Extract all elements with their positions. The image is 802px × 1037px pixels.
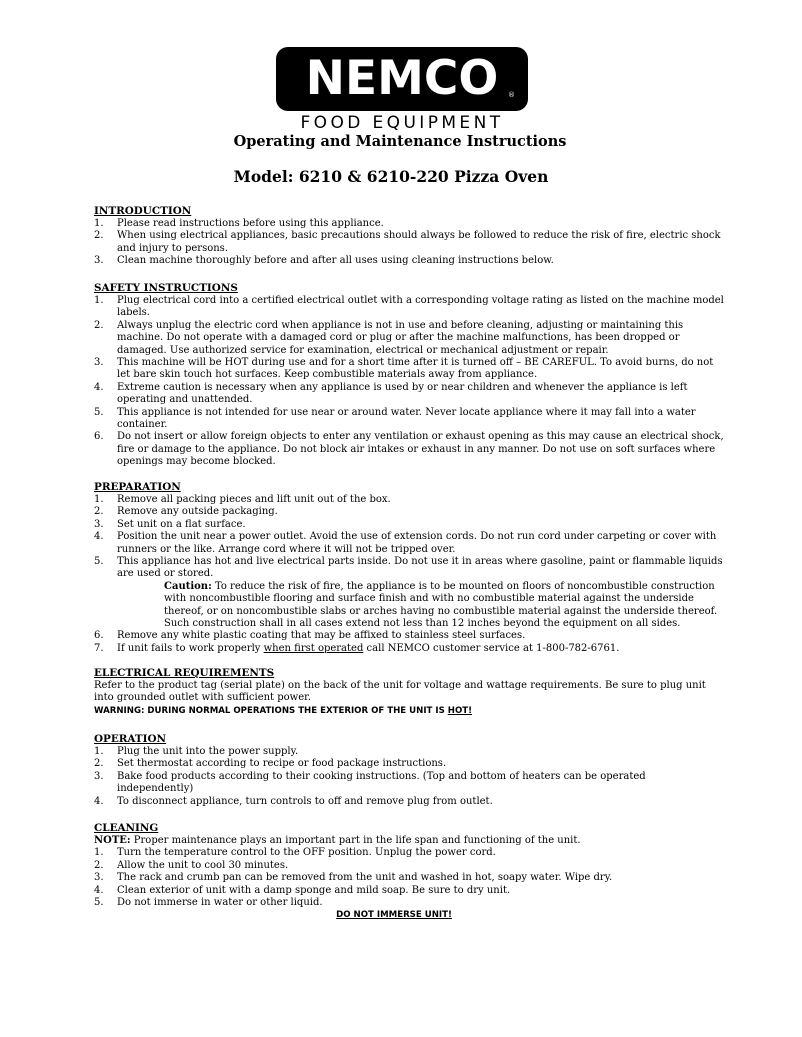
document-title: Operating and Maintenance Instructions: [233, 133, 567, 150]
list-item: [94, 519, 724, 531]
item-number: 5.: [94, 556, 104, 568]
hot-text: HOT!: [447, 705, 473, 716]
item-number: 4.: [94, 884, 104, 896]
item-number: 6.: [94, 630, 104, 642]
item-text: If unit fails to work properly: [117, 642, 264, 654]
cleaning-section: [94, 822, 724, 922]
list-item: [94, 643, 724, 655]
item-text: Remove all packing pieces and lift unit out of the box.: [117, 494, 391, 505]
list-item: [94, 407, 724, 432]
cleaning-list: [94, 847, 724, 909]
item-number: 2.: [94, 859, 104, 871]
list-item: [94, 556, 724, 630]
registered-mark: ®: [508, 91, 515, 99]
logo-tagline: FOOD EQUIPMENT: [300, 113, 504, 133]
list-item: [94, 872, 724, 884]
list-item: [94, 230, 724, 255]
item-text: Please read instructions before using this appliance.: [117, 218, 384, 229]
list-item: [94, 382, 724, 407]
list-item: [94, 630, 724, 642]
item-number: 3.: [94, 255, 104, 267]
item-text: Allow the unit to cool 30 minutes.: [117, 859, 289, 871]
do-not-immerse-warning: DO NOT IMMERSE UNIT!: [336, 910, 452, 921]
list-item: [94, 255, 724, 267]
item-number: 3.: [94, 357, 104, 369]
item-number: 3.: [94, 770, 104, 782]
item-number: 6.: [94, 431, 104, 443]
item-text: This appliance has hot and live electrical parts inside. Do not use it in areas where gasoline, paint or flammable liquids are used or stored.: [117, 556, 723, 580]
item-text: Turn the temperature control to the OFF position. Unplug the power cord.: [117, 847, 496, 859]
operation-section: [94, 733, 724, 808]
item-number: 1.: [94, 295, 104, 306]
item-number: 5.: [94, 897, 104, 909]
electrical-section: [94, 667, 724, 717]
note-text: Proper maintenance plays an important part in the life span and functioning of the unit.: [130, 835, 581, 846]
logo-text: NEMCO: [305, 51, 499, 106]
item-text: This machine will be HOT during use and for a short time after it is turned off – BE CAREFUL. To avoid burns, do not let bare skin touch hot surfaces. Keep combustible materials away from appliance.: [117, 357, 714, 381]
item-text: Bake food products according to their cooking instructions. (Top and bottom of heaters can be operated independently): [117, 770, 646, 795]
list-item: [94, 897, 724, 909]
safety-section: [94, 282, 724, 469]
list-item: [94, 295, 724, 320]
preparation-heading: PREPARATION: [94, 481, 181, 493]
item-number: 3.: [94, 518, 104, 530]
item-text: Extreme caution is necessary when any appliance is used by or near children and whenever the appliance is left operating and unattended.: [117, 381, 688, 406]
item-number: 2.: [94, 506, 104, 518]
caution-note: [117, 581, 724, 631]
item-text: Do not immerse in water or other liquid.: [117, 897, 323, 909]
item-text: Clean exterior of unit with a damp sponge and mild soap. Be sure to dry unit.: [117, 884, 511, 896]
safety-heading: SAFETY INSTRUCTIONS: [94, 282, 238, 294]
list-item: [94, 531, 724, 556]
list-item: [94, 847, 724, 859]
list-item: [94, 494, 724, 506]
item-number: 5.: [94, 406, 104, 418]
item-number: 3.: [94, 872, 104, 884]
item-number: 4.: [94, 795, 104, 807]
list-item: [94, 218, 724, 230]
item-number: 1.: [94, 494, 104, 505]
safety-list: [94, 295, 724, 469]
list-item: [94, 746, 724, 758]
item-number: 1.: [94, 218, 104, 229]
electrical-text: Refer to the product tag (serial plate) on the back of the unit for voltage and wattage requirements. Be sure to plug unit into grounded outlet with sufficient power.: [94, 680, 706, 704]
list-item: [94, 506, 724, 518]
item-text: Remove any white plastic coating that may be affixed to stainless steel surfaces.: [117, 630, 526, 642]
list-item: [94, 431, 724, 468]
item-number: 1.: [94, 847, 104, 859]
preparation-section: [94, 481, 724, 655]
item-number: 7.: [94, 642, 104, 654]
item-text: Clean machine thoroughly before and after all uses using cleaning instructions below.: [117, 255, 554, 267]
note-label: NOTE:: [94, 835, 131, 846]
item-text: Do not insert or allow foreign objects to enter any ventilation or exhaust opening as this may cause an electrical shock, fire or damage to the appliance. Do not block air intakes or exhaust in any manner. Do not use on soft surfaces where openings may become blocked.: [117, 431, 724, 468]
introduction-heading: INTRODUCTION: [94, 205, 192, 217]
caution-label: Caution:: [164, 580, 212, 592]
item-number: 4.: [94, 531, 104, 543]
item-text: Set unit on a flat surface.: [117, 518, 246, 530]
cleaning-heading: CLEANING: [94, 822, 159, 834]
item-number: 1.: [94, 746, 104, 757]
item-number: 2.: [94, 319, 104, 331]
list-item: [94, 758, 724, 770]
nemco-logo: [276, 47, 528, 111]
item-number: 2.: [94, 230, 104, 242]
item-text: Plug the unit into the power supply.: [117, 746, 299, 757]
model-heading: Model: 6210 & 6210-220 Pizza Oven: [233, 167, 549, 186]
hot-warning: [94, 705, 724, 717]
cleaning-note: [94, 835, 724, 847]
preparation-list: [94, 494, 724, 655]
item-text: Set thermostat according to recipe or food package instructions.: [117, 758, 447, 770]
item-text: The rack and crumb pan can be removed from the unit and washed in hot, soapy water. Wipe dry.: [117, 872, 613, 884]
list-item: [94, 357, 724, 382]
customer-service-text: call NEMCO customer service at 1-800-782-6761.: [363, 642, 620, 654]
item-number: 2.: [94, 758, 104, 770]
item-text: Plug electrical cord into a certified electrical outlet with a corresponding voltage rating as listed on the machine model labels.: [117, 295, 724, 319]
list-item: [94, 796, 724, 808]
introduction-list: [94, 218, 724, 268]
item-text: Always unplug the electric cord when appliance is not in use and before cleaning, adjusting or maintaining this machine. Do not operate with a damaged cord or plug or after the machine malfunctions, has been dropped or damaged. Use authorized service for examination, electrical or mechanical adjustment or repair.: [117, 319, 684, 356]
introduction-section: [94, 205, 724, 268]
operation-heading: OPERATION: [94, 733, 167, 745]
item-text: To disconnect appliance, turn controls to off and remove plug from outlet.: [117, 795, 493, 807]
electrical-heading: ELECTRICAL REQUIREMENTS: [94, 667, 275, 679]
item-text: When using electrical appliances, basic precautions should always be followed to reduce the risk of fire, electric shock and injury to persons.: [117, 230, 721, 254]
list-item: [94, 860, 724, 872]
list-item: [94, 320, 724, 357]
item-text: This appliance is not intended for use near or around water. Never locate appliance where it may fall into a water container.: [117, 406, 696, 431]
item-text: Position the unit near a power outlet. Avoid the use of extension cords. Do not run cord under carpeting or cover with runners or the like. Arrange cord where it will not be tripped over.: [117, 531, 717, 555]
first-operated-text: when first operated: [263, 642, 364, 654]
item-text: Remove any outside packaging.: [117, 506, 278, 518]
warning-text: WARNING: DURING NORMAL OPERATIONS THE EXTERIOR OF THE UNIT IS: [94, 705, 448, 716]
list-item: [94, 885, 724, 897]
caution-text: To reduce the risk of fire, the appliance is to be mounted on floors of noncombustible construction with noncombustible flooring and surface finish and with no combustible material against the underside thereof, or on noncombustible slabs or arches having no combustible material against the underside thereof. Such construction shall in all cases extend not less than 12 inches beyond the equipment on all sides.: [164, 580, 718, 630]
operation-list: [94, 746, 724, 808]
item-number: 4.: [94, 381, 104, 393]
list-item: [94, 771, 724, 796]
